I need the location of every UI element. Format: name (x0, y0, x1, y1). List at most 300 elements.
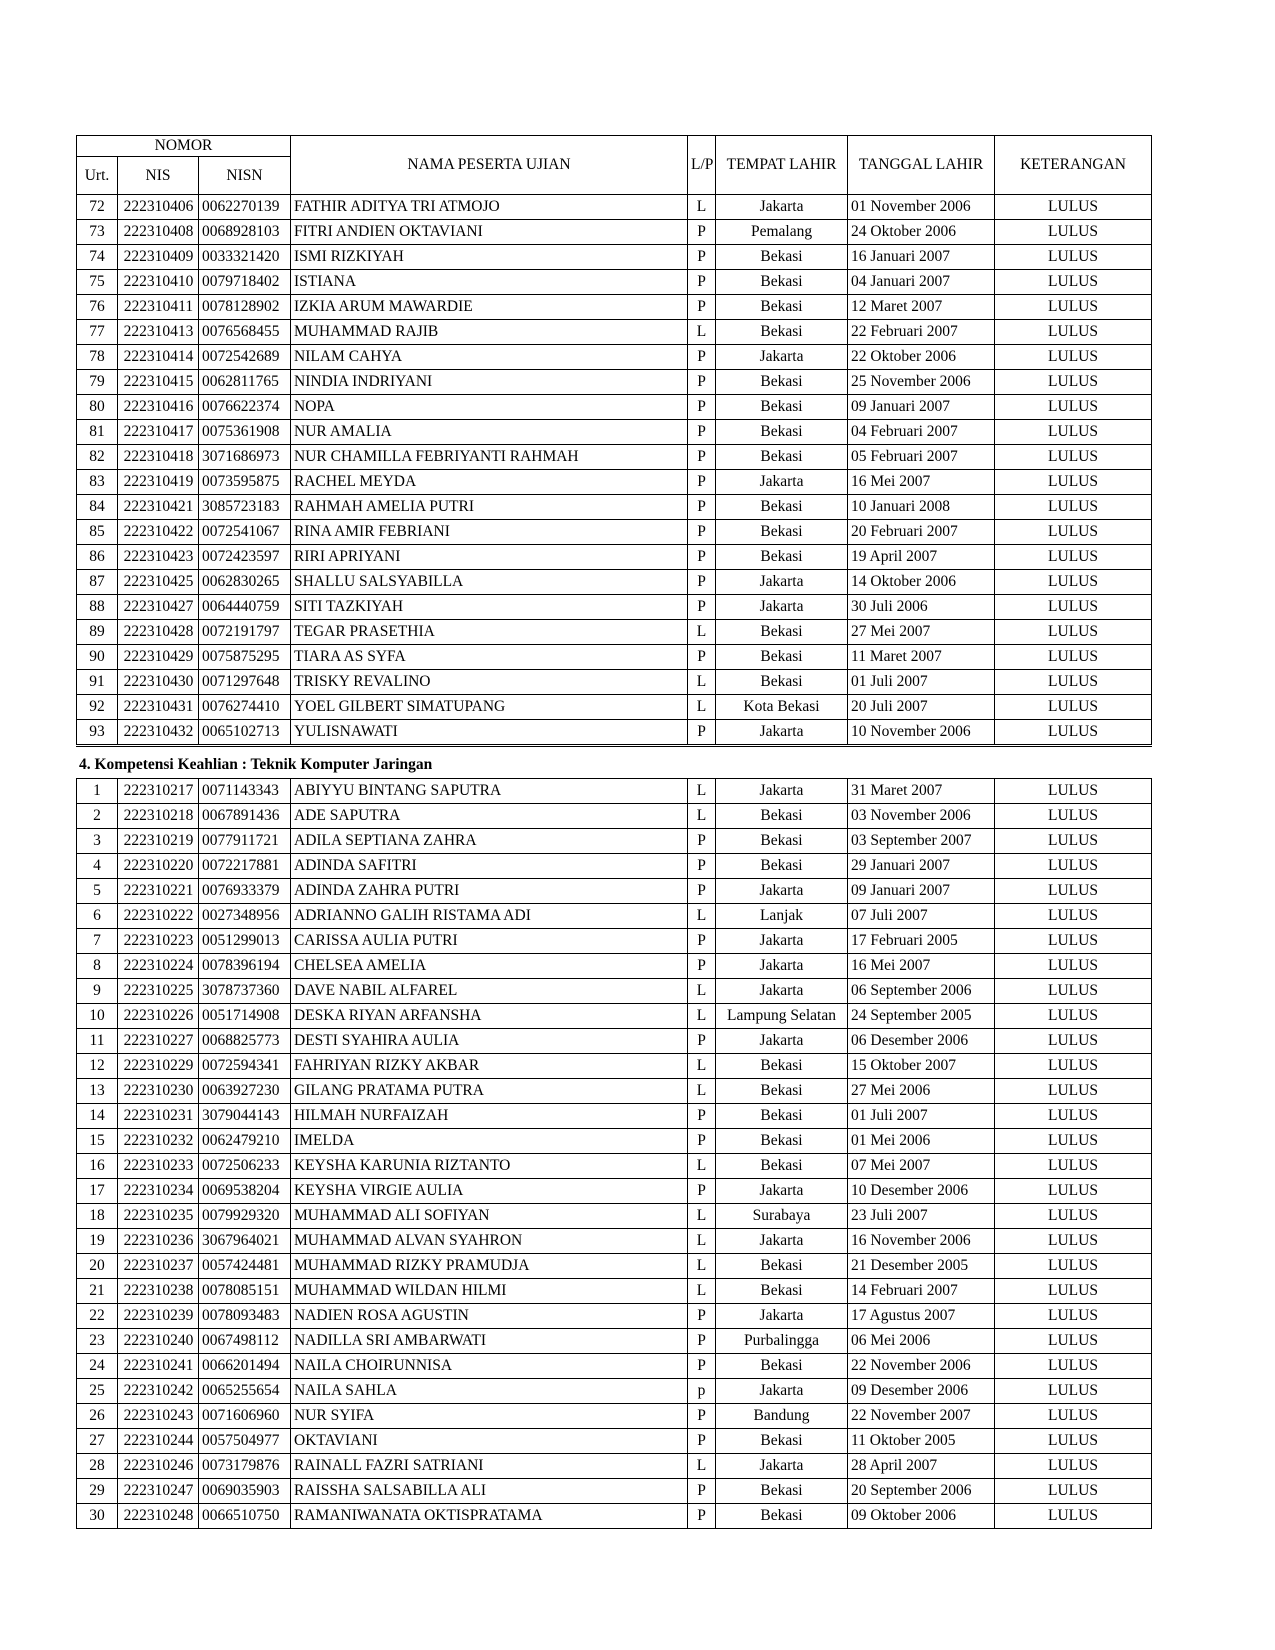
results-table (76, 135, 1152, 747)
cell-nis: 222310414 (118, 345, 199, 370)
table-row (77, 854, 1152, 879)
cell-lp: L (688, 1454, 716, 1479)
cell-tempat-lahir: Bekasi (716, 620, 848, 645)
cell-urt: 83 (77, 470, 118, 495)
cell-nama: SHALLU SALSYABILLA (291, 570, 688, 595)
cell-keterangan: LULUS (995, 720, 1152, 746)
cell-lp: P (688, 445, 716, 470)
cell-urt: 11 (77, 1029, 118, 1054)
cell-nisn: 0065255654 (199, 1379, 291, 1404)
cell-urt: 16 (77, 1154, 118, 1179)
cell-nisn: 0075361908 (199, 420, 291, 445)
cell-urt: 84 (77, 495, 118, 520)
cell-urt: 2 (77, 804, 118, 829)
cell-nisn: 0027348956 (199, 904, 291, 929)
cell-keterangan: LULUS (995, 1179, 1152, 1204)
cell-nis: 222310248 (118, 1504, 199, 1529)
cell-nama: NADIEN ROSA AGUSTIN (291, 1304, 688, 1329)
cell-tempat-lahir: Jakarta (716, 779, 848, 804)
cell-nama: CARISSA AULIA PUTRI (291, 929, 688, 954)
cell-keterangan: LULUS (995, 929, 1152, 954)
cell-lp: P (688, 645, 716, 670)
cell-tempat-lahir: Jakarta (716, 1454, 848, 1479)
table-row (77, 545, 1152, 570)
cell-tanggal-lahir: 07 Juli 2007 (848, 904, 995, 929)
cell-keterangan: LULUS (995, 395, 1152, 420)
cell-tempat-lahir: Jakarta (716, 195, 848, 220)
cell-nisn: 0072506233 (199, 1154, 291, 1179)
cell-nisn: 0073179876 (199, 1454, 291, 1479)
cell-nis: 222310240 (118, 1329, 199, 1354)
cell-urt: 19 (77, 1229, 118, 1254)
section-a-body (77, 195, 1152, 746)
cell-tanggal-lahir: 09 Januari 2007 (848, 879, 995, 904)
table-row (77, 420, 1152, 445)
cell-tanggal-lahir: 29 Januari 2007 (848, 854, 995, 879)
cell-urt: 30 (77, 1504, 118, 1529)
table-row (77, 520, 1152, 545)
cell-nis: 222310422 (118, 520, 199, 545)
cell-lp: P (688, 1104, 716, 1129)
table-row (77, 879, 1152, 904)
cell-urt: 1 (77, 779, 118, 804)
cell-tempat-lahir: Bekasi (716, 520, 848, 545)
table-row (77, 1204, 1152, 1229)
cell-lp: L (688, 1229, 716, 1254)
table-row (77, 1179, 1152, 1204)
cell-keterangan: LULUS (995, 979, 1152, 1004)
cell-keterangan: LULUS (995, 1079, 1152, 1104)
cell-tanggal-lahir: 15 Oktober 2007 (848, 1054, 995, 1079)
cell-urt: 77 (77, 320, 118, 345)
cell-nama: ISMI RIZKIYAH (291, 245, 688, 270)
header-nama: NAMA PESERTA UJIAN (291, 136, 688, 195)
cell-keterangan: LULUS (995, 420, 1152, 445)
cell-tanggal-lahir: 16 Mei 2007 (848, 954, 995, 979)
cell-tanggal-lahir: 16 November 2006 (848, 1229, 995, 1254)
cell-urt: 10 (77, 1004, 118, 1029)
cell-urt: 78 (77, 345, 118, 370)
table-row (77, 1454, 1152, 1479)
table-row (77, 645, 1152, 670)
cell-nama: NILAM CAHYA (291, 345, 688, 370)
cell-lp: L (688, 779, 716, 804)
cell-nama: MUHAMMAD WILDAN HILMI (291, 1279, 688, 1304)
cell-keterangan: LULUS (995, 1504, 1152, 1529)
cell-urt: 18 (77, 1204, 118, 1229)
cell-nisn: 0063927230 (199, 1079, 291, 1104)
cell-urt: 8 (77, 954, 118, 979)
cell-urt: 91 (77, 670, 118, 695)
cell-nama: RIRI APRIYANI (291, 545, 688, 570)
cell-nis: 222310224 (118, 954, 199, 979)
cell-nisn: 3067964021 (199, 1229, 291, 1254)
cell-urt: 87 (77, 570, 118, 595)
cell-nisn: 0068928103 (199, 220, 291, 245)
cell-lp: P (688, 470, 716, 495)
table-row (77, 720, 1152, 746)
cell-tanggal-lahir: 17 Agustus 2007 (848, 1304, 995, 1329)
table-row (77, 695, 1152, 720)
cell-nisn: 0071297648 (199, 670, 291, 695)
cell-keterangan: LULUS (995, 370, 1152, 395)
cell-nama: MUHAMMAD RAJIB (291, 320, 688, 345)
cell-keterangan: LULUS (995, 570, 1152, 595)
cell-tempat-lahir: Lampung Selatan (716, 1004, 848, 1029)
cell-nis: 222310223 (118, 929, 199, 954)
table-row (77, 1029, 1152, 1054)
cell-nama: ADRIANNO GALIH RISTAMA ADI (291, 904, 688, 929)
cell-keterangan: LULUS (995, 220, 1152, 245)
table-row (77, 1154, 1152, 1179)
cell-tanggal-lahir: 17 Februari 2005 (848, 929, 995, 954)
cell-urt: 25 (77, 1379, 118, 1404)
cell-lp: P (688, 720, 716, 746)
cell-tanggal-lahir: 22 Oktober 2006 (848, 345, 995, 370)
table-row (77, 1404, 1152, 1429)
cell-tanggal-lahir: 11 Oktober 2005 (848, 1429, 995, 1454)
cell-urt: 92 (77, 695, 118, 720)
cell-tempat-lahir: Bekasi (716, 545, 848, 570)
cell-tanggal-lahir: 07 Mei 2007 (848, 1154, 995, 1179)
cell-tempat-lahir: Bekasi (716, 1354, 848, 1379)
cell-lp: L (688, 804, 716, 829)
cell-nis: 222310232 (118, 1129, 199, 1154)
cell-urt: 20 (77, 1254, 118, 1279)
cell-urt: 27 (77, 1429, 118, 1454)
cell-nis: 222310239 (118, 1304, 199, 1329)
table-row (77, 1479, 1152, 1504)
cell-nama: TIARA AS SYFA (291, 645, 688, 670)
cell-tempat-lahir: Bekasi (716, 1279, 848, 1304)
table-row (77, 1504, 1152, 1529)
cell-nis: 222310427 (118, 595, 199, 620)
cell-keterangan: LULUS (995, 645, 1152, 670)
cell-keterangan: LULUS (995, 1204, 1152, 1229)
cell-urt: 6 (77, 904, 118, 929)
cell-nis: 222310428 (118, 620, 199, 645)
cell-nisn: 0076274410 (199, 695, 291, 720)
table-row (77, 570, 1152, 595)
cell-tanggal-lahir: 10 November 2006 (848, 720, 995, 746)
table-row (77, 1429, 1152, 1454)
cell-nisn: 0068825773 (199, 1029, 291, 1054)
cell-nis: 222310408 (118, 220, 199, 245)
cell-lp: P (688, 1429, 716, 1454)
cell-tempat-lahir: Bekasi (716, 320, 848, 345)
cell-tanggal-lahir: 09 Desember 2006 (848, 1379, 995, 1404)
cell-nisn: 3085723183 (199, 495, 291, 520)
cell-keterangan: LULUS (995, 879, 1152, 904)
cell-tanggal-lahir: 19 April 2007 (848, 545, 995, 570)
cell-lp: L (688, 195, 716, 220)
cell-keterangan: LULUS (995, 270, 1152, 295)
cell-urt: 3 (77, 829, 118, 854)
cell-tanggal-lahir: 28 April 2007 (848, 1454, 995, 1479)
results-table-section-4 (76, 778, 1152, 1529)
cell-tempat-lahir: Bekasi (716, 1154, 848, 1179)
cell-nis: 222310432 (118, 720, 199, 746)
cell-tempat-lahir: Bekasi (716, 420, 848, 445)
cell-nisn: 0062270139 (199, 195, 291, 220)
cell-lp: P (688, 1304, 716, 1329)
table-row (77, 320, 1152, 345)
cell-keterangan: LULUS (995, 1029, 1152, 1054)
cell-nisn: 0078085151 (199, 1279, 291, 1304)
cell-nisn: 3078737360 (199, 979, 291, 1004)
cell-keterangan: LULUS (995, 1479, 1152, 1504)
cell-nama: MUHAMMAD ALI SOFIYAN (291, 1204, 688, 1229)
cell-nis: 222310241 (118, 1354, 199, 1379)
cell-nama: DAVE NABIL ALFAREL (291, 979, 688, 1004)
cell-nama: MUHAMMAD RIZKY PRAMUDJA (291, 1254, 688, 1279)
table-row (77, 195, 1152, 220)
cell-urt: 72 (77, 195, 118, 220)
cell-nis: 222310413 (118, 320, 199, 345)
table-row (77, 829, 1152, 854)
cell-nis: 222310431 (118, 695, 199, 720)
cell-tanggal-lahir: 22 Februari 2007 (848, 320, 995, 345)
cell-tempat-lahir: Bekasi (716, 1254, 848, 1279)
cell-tempat-lahir: Bekasi (716, 270, 848, 295)
cell-nama: FITRI ANDIEN OKTAVIANI (291, 220, 688, 245)
cell-lp: P (688, 1129, 716, 1154)
cell-keterangan: LULUS (995, 1004, 1152, 1029)
cell-lp: L (688, 695, 716, 720)
cell-nisn: 0079718402 (199, 270, 291, 295)
table-row (77, 620, 1152, 645)
cell-lp: P (688, 1354, 716, 1379)
cell-tempat-lahir: Bekasi (716, 804, 848, 829)
cell-nama: NAILA CHOIRUNNISA (291, 1354, 688, 1379)
cell-nisn: 0079929320 (199, 1204, 291, 1229)
cell-nama: YOEL GILBERT SIMATUPANG (291, 695, 688, 720)
cell-keterangan: LULUS (995, 1104, 1152, 1129)
table-row (77, 1379, 1152, 1404)
cell-lp: P (688, 495, 716, 520)
header-keterangan: KETERANGAN (995, 136, 1152, 195)
cell-nama: KEYSHA KARUNIA RIZTANTO (291, 1154, 688, 1179)
table-row (77, 495, 1152, 520)
cell-nis: 222310246 (118, 1454, 199, 1479)
cell-nis: 222310419 (118, 470, 199, 495)
cell-keterangan: LULUS (995, 1129, 1152, 1154)
cell-nisn: 0065102713 (199, 720, 291, 746)
cell-tanggal-lahir: 20 Juli 2007 (848, 695, 995, 720)
cell-tempat-lahir: Lanjak (716, 904, 848, 929)
cell-tempat-lahir: Jakarta (716, 720, 848, 746)
cell-urt: 15 (77, 1129, 118, 1154)
cell-nama: ADINDA SAFITRI (291, 854, 688, 879)
cell-nama: ABIYYU BINTANG SAPUTRA (291, 779, 688, 804)
cell-nis: 222310416 (118, 395, 199, 420)
cell-urt: 88 (77, 595, 118, 620)
cell-nama: RAINALL FAZRI SATRIANI (291, 1454, 688, 1479)
table-row (77, 1129, 1152, 1154)
cell-tanggal-lahir: 30 Juli 2006 (848, 595, 995, 620)
table-row (77, 1279, 1152, 1304)
cell-nama: DESKA RIYAN ARFANSHA (291, 1004, 688, 1029)
cell-nama: FAHRIYAN RIZKY AKBAR (291, 1054, 688, 1079)
cell-tanggal-lahir: 12 Maret 2007 (848, 295, 995, 320)
cell-lp: P (688, 420, 716, 445)
cell-lp: L (688, 904, 716, 929)
cell-keterangan: LULUS (995, 904, 1152, 929)
cell-lp: L (688, 1254, 716, 1279)
cell-nisn: 0072217881 (199, 854, 291, 879)
cell-nisn: 0067891436 (199, 804, 291, 829)
cell-lp: L (688, 620, 716, 645)
cell-keterangan: LULUS (995, 1354, 1152, 1379)
header-row-top (77, 136, 1152, 157)
cell-tanggal-lahir: 24 September 2005 (848, 1004, 995, 1029)
cell-keterangan: LULUS (995, 804, 1152, 829)
cell-nis: 222310220 (118, 854, 199, 879)
cell-urt: 81 (77, 420, 118, 445)
cell-lp: P (688, 520, 716, 545)
cell-lp: P (688, 954, 716, 979)
cell-nis: 222310406 (118, 195, 199, 220)
cell-nama: CHELSEA AMELIA (291, 954, 688, 979)
cell-lp: L (688, 1054, 716, 1079)
cell-tanggal-lahir: 09 Oktober 2006 (848, 1504, 995, 1529)
cell-tempat-lahir: Jakarta (716, 879, 848, 904)
cell-nis: 222310231 (118, 1104, 199, 1129)
cell-tanggal-lahir: 22 November 2006 (848, 1354, 995, 1379)
cell-tempat-lahir: Jakarta (716, 1179, 848, 1204)
cell-tempat-lahir: Bekasi (716, 1479, 848, 1504)
cell-nis: 222310234 (118, 1179, 199, 1204)
cell-tanggal-lahir: 06 Desember 2006 (848, 1029, 995, 1054)
cell-keterangan: LULUS (995, 1054, 1152, 1079)
table-row (77, 804, 1152, 829)
cell-tempat-lahir: Bekasi (716, 829, 848, 854)
cell-keterangan: LULUS (995, 320, 1152, 345)
cell-keterangan: LULUS (995, 1429, 1152, 1454)
header-tempat-lahir: TEMPAT LAHIR (716, 136, 848, 195)
cell-urt: 7 (77, 929, 118, 954)
cell-lp: P (688, 295, 716, 320)
table-row (77, 1004, 1152, 1029)
cell-nama: ADILA SEPTIANA ZAHRA (291, 829, 688, 854)
cell-tempat-lahir: Bekasi (716, 670, 848, 695)
cell-tanggal-lahir: 04 Januari 2007 (848, 270, 995, 295)
cell-urt: 76 (77, 295, 118, 320)
cell-nisn: 0072542689 (199, 345, 291, 370)
cell-nisn: 0071143343 (199, 779, 291, 804)
cell-tempat-lahir: Bekasi (716, 395, 848, 420)
cell-nisn: 0076568455 (199, 320, 291, 345)
cell-tempat-lahir: Bekasi (716, 1504, 848, 1529)
cell-tanggal-lahir: 01 Mei 2006 (848, 1129, 995, 1154)
cell-nama: NUR SYIFA (291, 1404, 688, 1429)
cell-nama: RAISSHA SALSABILLA ALI (291, 1479, 688, 1504)
cell-tanggal-lahir: 25 November 2006 (848, 370, 995, 395)
table-row (77, 470, 1152, 495)
cell-urt: 26 (77, 1404, 118, 1429)
table-row (77, 1054, 1152, 1079)
cell-tempat-lahir: Bekasi (716, 495, 848, 520)
cell-nis: 222310242 (118, 1379, 199, 1404)
cell-nisn: 0072423597 (199, 545, 291, 570)
cell-keterangan: LULUS (995, 195, 1152, 220)
cell-tanggal-lahir: 14 Februari 2007 (848, 1279, 995, 1304)
table-row (77, 929, 1152, 954)
cell-nis: 222310229 (118, 1054, 199, 1079)
cell-lp: P (688, 1479, 716, 1504)
cell-nisn: 0071606960 (199, 1404, 291, 1429)
cell-tempat-lahir: Pemalang (716, 220, 848, 245)
cell-lp: P (688, 829, 716, 854)
table-row (77, 220, 1152, 245)
cell-tanggal-lahir: 05 Februari 2007 (848, 445, 995, 470)
table-row (77, 904, 1152, 929)
cell-urt: 13 (77, 1079, 118, 1104)
cell-tanggal-lahir: 11 Maret 2007 (848, 645, 995, 670)
cell-nama: NUR CHAMILLA FEBRIYANTI RAHMAH (291, 445, 688, 470)
cell-nisn: 0051714908 (199, 1004, 291, 1029)
cell-tanggal-lahir: 31 Maret 2007 (848, 779, 995, 804)
cell-lp: L (688, 1204, 716, 1229)
table-row (77, 295, 1152, 320)
cell-nis: 222310218 (118, 804, 199, 829)
section-b-body (77, 779, 1152, 1529)
cell-keterangan: LULUS (995, 295, 1152, 320)
cell-tempat-lahir: Bandung (716, 1404, 848, 1429)
cell-nis: 222310227 (118, 1029, 199, 1054)
cell-tempat-lahir: Jakarta (716, 954, 848, 979)
cell-nama: IZKIA ARUM MAWARDIE (291, 295, 688, 320)
cell-lp: L (688, 1279, 716, 1304)
cell-nisn: 0066201494 (199, 1354, 291, 1379)
cell-keterangan: LULUS (995, 1454, 1152, 1479)
cell-keterangan: LULUS (995, 779, 1152, 804)
cell-tanggal-lahir: 20 Februari 2007 (848, 520, 995, 545)
cell-urt: 75 (77, 270, 118, 295)
cell-tanggal-lahir: 16 Mei 2007 (848, 470, 995, 495)
cell-nis: 222310423 (118, 545, 199, 570)
cell-tempat-lahir: Bekasi (716, 1079, 848, 1104)
cell-tanggal-lahir: 06 September 2006 (848, 979, 995, 1004)
cell-urt: 5 (77, 879, 118, 904)
cell-keterangan: LULUS (995, 695, 1152, 720)
cell-nama: NOPA (291, 395, 688, 420)
cell-nama: RACHEL MEYDA (291, 470, 688, 495)
cell-nis: 222310235 (118, 1204, 199, 1229)
cell-tempat-lahir: Jakarta (716, 1029, 848, 1054)
cell-nama: IMELDA (291, 1129, 688, 1154)
cell-tanggal-lahir: 03 September 2007 (848, 829, 995, 854)
cell-tanggal-lahir: 09 Januari 2007 (848, 395, 995, 420)
cell-nama: KEYSHA VIRGIE AULIA (291, 1179, 688, 1204)
cell-tempat-lahir: Bekasi (716, 1104, 848, 1129)
cell-tempat-lahir: Jakarta (716, 1304, 848, 1329)
cell-nisn: 0069538204 (199, 1179, 291, 1204)
table-row (77, 670, 1152, 695)
header-nomor: NOMOR (77, 136, 291, 157)
cell-tanggal-lahir: 01 November 2006 (848, 195, 995, 220)
table-row (77, 395, 1152, 420)
cell-lp: L (688, 1079, 716, 1104)
table-row (77, 1079, 1152, 1104)
cell-tempat-lahir: Bekasi (716, 1429, 848, 1454)
cell-nis: 222310244 (118, 1429, 199, 1454)
cell-keterangan: LULUS (995, 470, 1152, 495)
cell-tempat-lahir: Purbalingga (716, 1329, 848, 1354)
cell-urt: 28 (77, 1454, 118, 1479)
cell-nis: 222310421 (118, 495, 199, 520)
cell-nisn: 0057504977 (199, 1429, 291, 1454)
